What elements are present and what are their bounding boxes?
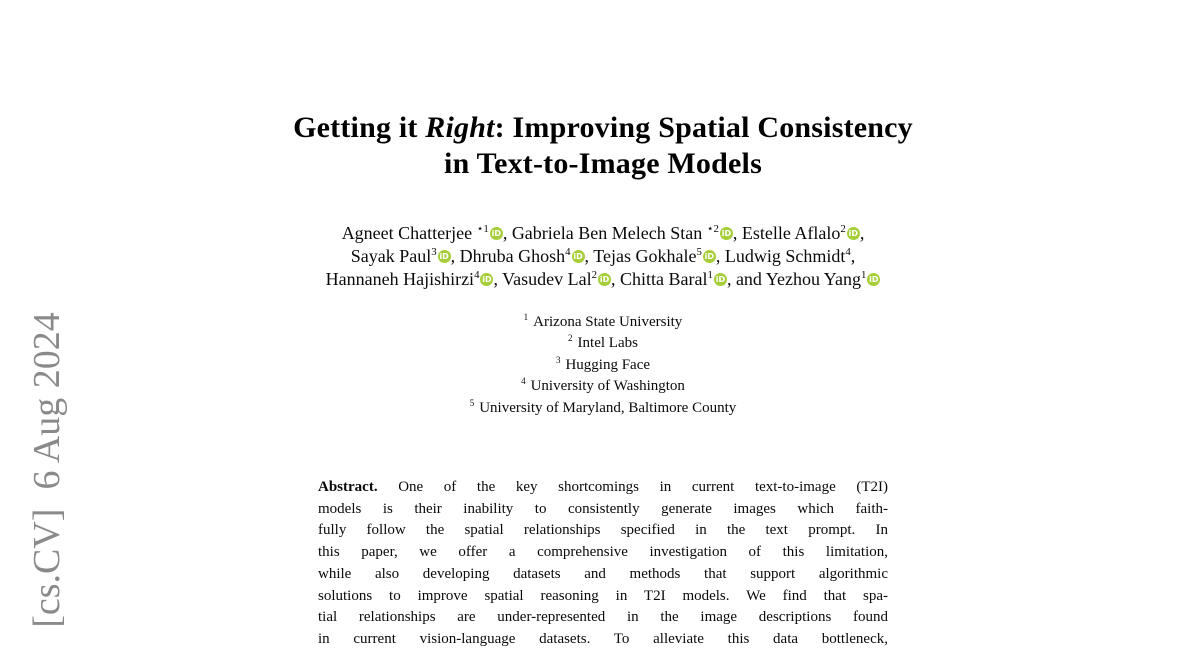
author-separator: , — [502, 223, 512, 243]
abstract-label: Abstract. — [318, 479, 378, 495]
arxiv-watermark-text: [cs.CV] 6 Aug 2024 — [26, 312, 68, 628]
abstract-first-line — [318, 477, 888, 499]
author-name: Tejas Gokhale — [593, 246, 697, 266]
author-separator: , — [493, 269, 503, 289]
abstract-line: fully follow the spatial relationships specified in the text prompt. In — [318, 522, 888, 539]
affiliations-block — [3, 312, 1200, 419]
author-separator: , — [584, 246, 594, 266]
author-superscript: 3 — [431, 246, 437, 258]
title-line-2: in Text-to-Image Models — [444, 147, 762, 180]
orcid-icon[interactable]: iD — [721, 229, 732, 238]
author-separator: , — [732, 223, 742, 243]
author-superscript: ⋆1 — [476, 223, 489, 235]
author-superscript: 1 — [707, 269, 713, 281]
affiliation-superscript: 2 — [568, 333, 573, 344]
affiliation-name: University of Maryland, Baltimore County — [479, 399, 737, 416]
author-name: Ludwig Schmidt — [724, 246, 846, 266]
title-text-prefix: Getting it — [293, 111, 426, 144]
author-separator: , and — [726, 269, 766, 289]
orcid-icon[interactable]: iD — [704, 252, 715, 261]
author-superscript: 4 — [565, 246, 571, 258]
orcid-icon[interactable]: iD — [869, 275, 879, 284]
affiliation-name: Hugging Face — [565, 356, 651, 373]
author-superscript: 1 — [860, 269, 867, 281]
author-name: Agneet Chatterjee — [341, 223, 477, 243]
orcid-icon[interactable]: iD — [573, 252, 583, 261]
author-name: Estelle Aflalo — [741, 223, 841, 243]
author-superscript: 4 — [474, 269, 480, 281]
affiliation-line — [3, 376, 1200, 397]
abstract-line: solutions to improve spatial reasoning in T2I models. We find that spa- — [318, 587, 888, 604]
affiliation-superscript: 3 — [555, 354, 561, 365]
author-name: Gabriela Ben Melech Stan — [511, 223, 707, 243]
orcid-icon[interactable]: iD — [848, 229, 858, 238]
affiliation-line — [3, 355, 1200, 376]
affiliation-line — [3, 312, 1200, 333]
author-line — [3, 268, 1200, 291]
author-separator: , — [715, 246, 725, 266]
author-name: Chitta Baral — [620, 269, 708, 289]
abstract-line: this paper, we offer a comprehensive investigation of this limitation, — [318, 544, 888, 561]
orcid-icon[interactable]: iD — [599, 275, 610, 284]
author-name: Yezhou Yang — [765, 269, 861, 289]
abstract-line: tial relationships are under-represented in the image descriptions found — [318, 609, 888, 626]
abstract-line: while also developing datasets and methods that support algorithmic — [318, 565, 888, 582]
orcid-icon[interactable]: iD — [482, 275, 492, 284]
author-separator: , — [450, 246, 460, 266]
author-superscript: 5 — [696, 246, 702, 258]
author-superscript: 2 — [840, 223, 846, 235]
author-separator: , — [850, 246, 856, 266]
abstract-block — [318, 477, 888, 648]
affiliation-superscript: 5 — [469, 397, 475, 408]
abstract-line: models is their inability to consistently generate images which faith- — [318, 500, 888, 517]
author-name: Sayak Paul — [350, 246, 432, 266]
affiliation-line — [3, 398, 1200, 419]
author-superscript: 2 — [591, 269, 598, 281]
author-separator: , — [859, 223, 865, 243]
affiliation-name: University of Washington — [530, 378, 685, 395]
author-line — [3, 245, 1200, 268]
paper-title — [3, 110, 1200, 182]
orcid-icon[interactable]: iD — [439, 252, 449, 261]
orcid-icon[interactable]: iD — [491, 229, 501, 238]
author-separator: , — [611, 269, 621, 289]
author-superscript: ⋆2 — [706, 223, 719, 235]
author-name: Vasudev Lal — [502, 269, 592, 289]
affiliation-superscript: 4 — [521, 376, 526, 387]
author-name: Dhruba Ghosh — [459, 246, 566, 266]
affiliation-line — [3, 333, 1200, 354]
affiliation-name: Intel Labs — [577, 335, 638, 352]
affiliation-superscript: 1 — [523, 312, 529, 322]
orcid-icon[interactable]: iD — [715, 275, 726, 284]
affiliation-name: Arizona State University — [533, 314, 683, 330]
title-line-1 — [3, 110, 1200, 146]
author-line — [3, 222, 1200, 245]
title-text-suffix: : Improving Spatial Consistency — [494, 111, 913, 144]
author-name: Hannaneh Hajishirzi — [325, 269, 475, 289]
abstract-line: in current vision-language datasets. To alleviate this data bottleneck, — [318, 630, 888, 647]
abstract-line: One of the key shortcomings in current text-to-image (T2I) — [398, 479, 889, 495]
authors-block — [3, 222, 1200, 291]
title-text-italic: Right — [425, 111, 495, 144]
author-superscript: 4 — [845, 246, 851, 258]
